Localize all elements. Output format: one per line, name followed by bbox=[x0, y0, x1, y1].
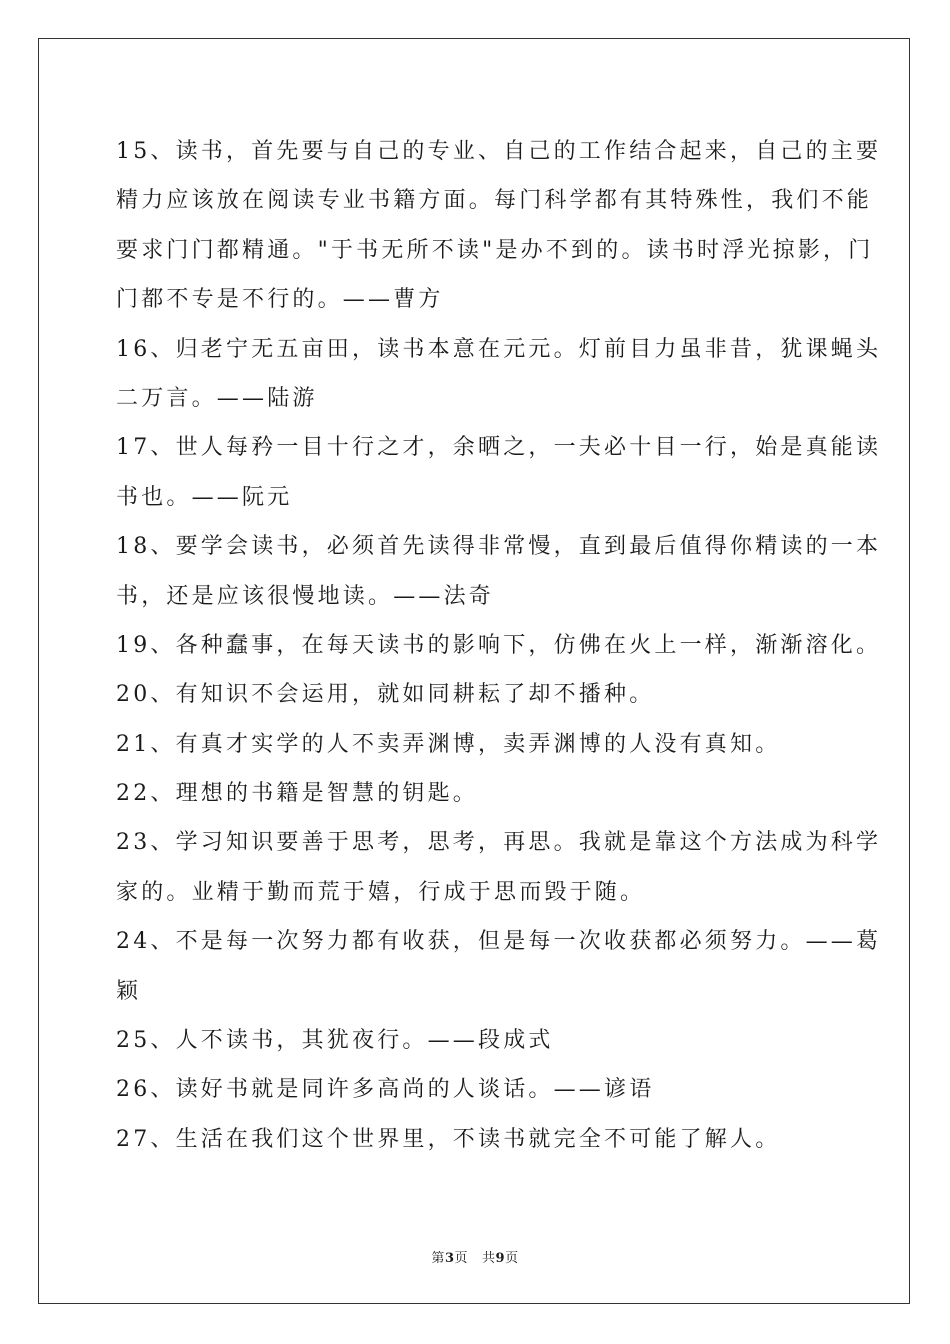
text-line: 17、世人每矜一目十行之才，余晒之，一夫必十目一行，始是真能读 bbox=[116, 435, 882, 461]
text-line: 21、有真才实学的人不卖弄渊博，卖弄渊博的人没有真知。 bbox=[116, 731, 781, 757]
page-prefix: 第 bbox=[431, 1251, 445, 1266]
page-number: 3 bbox=[444, 1251, 455, 1266]
text-line: 18、要学会读书，必须首先读得非常慢，直到最后值得你精读的一本 bbox=[116, 534, 882, 560]
text-line: 颖 bbox=[116, 978, 142, 1004]
text-line: 要求门门都精通。"于书无所不读"是办不到的。读书时浮光掠影，门 bbox=[116, 237, 874, 263]
text-line: 24、不是每一次努力都有收获，但是每一次收获都必须努力。——葛 bbox=[116, 929, 882, 955]
total-pages: 9 bbox=[495, 1251, 506, 1266]
text-line: 23、学习知识要善于思考，思考，再思。我就是靠这个方法成为科学 bbox=[116, 830, 882, 856]
text-line: 门都不专是不行的。——曹方 bbox=[116, 287, 444, 313]
text-line: 26、读好书就是同许多高尚的人谈话。——谚语 bbox=[116, 1077, 655, 1103]
page-footer bbox=[0, 1247, 950, 1266]
total-prefix: 共 bbox=[482, 1251, 496, 1266]
page-suffix: 页 bbox=[454, 1251, 468, 1266]
text-line: 19、各种蠢事，在每天读书的影响下，仿佛在火上一样，渐渐溶化。 bbox=[116, 632, 882, 658]
text-line: 15、读书，首先要与自己的专业、自己的工作结合起来，自己的主要 bbox=[116, 139, 882, 164]
text-line: 精力应该放在阅读专业书籍方面。每门科学都有其特殊性，我们不能 bbox=[116, 188, 873, 214]
text-line: 家的。业精于勤而荒于嬉，行成于思而毁于随。 bbox=[116, 879, 646, 905]
text-line: 书也。——阮元 bbox=[116, 484, 293, 510]
text-line: 二万言。——陆游 bbox=[116, 385, 318, 411]
text-line: 22、理想的书籍是智慧的钥匙。 bbox=[116, 781, 478, 807]
text-line: 27、生活在我们这个世界里，不读书就完全不可能了解人。 bbox=[116, 1126, 781, 1152]
document-body bbox=[116, 127, 882, 1164]
total-suffix: 页 bbox=[505, 1251, 519, 1266]
text-line: 25、人不读书，其犹夜行。——段成式 bbox=[116, 1028, 554, 1054]
text-line: 16、归老宁无五亩田，读书本意在元元。灯前目力虽非昔，犹课蝇头 bbox=[116, 336, 882, 362]
text-line: 书，还是应该很慢地读。——法奇 bbox=[116, 583, 495, 609]
text-line: 20、有知识不会运用，就如同耕耘了却不播种。 bbox=[116, 682, 655, 708]
